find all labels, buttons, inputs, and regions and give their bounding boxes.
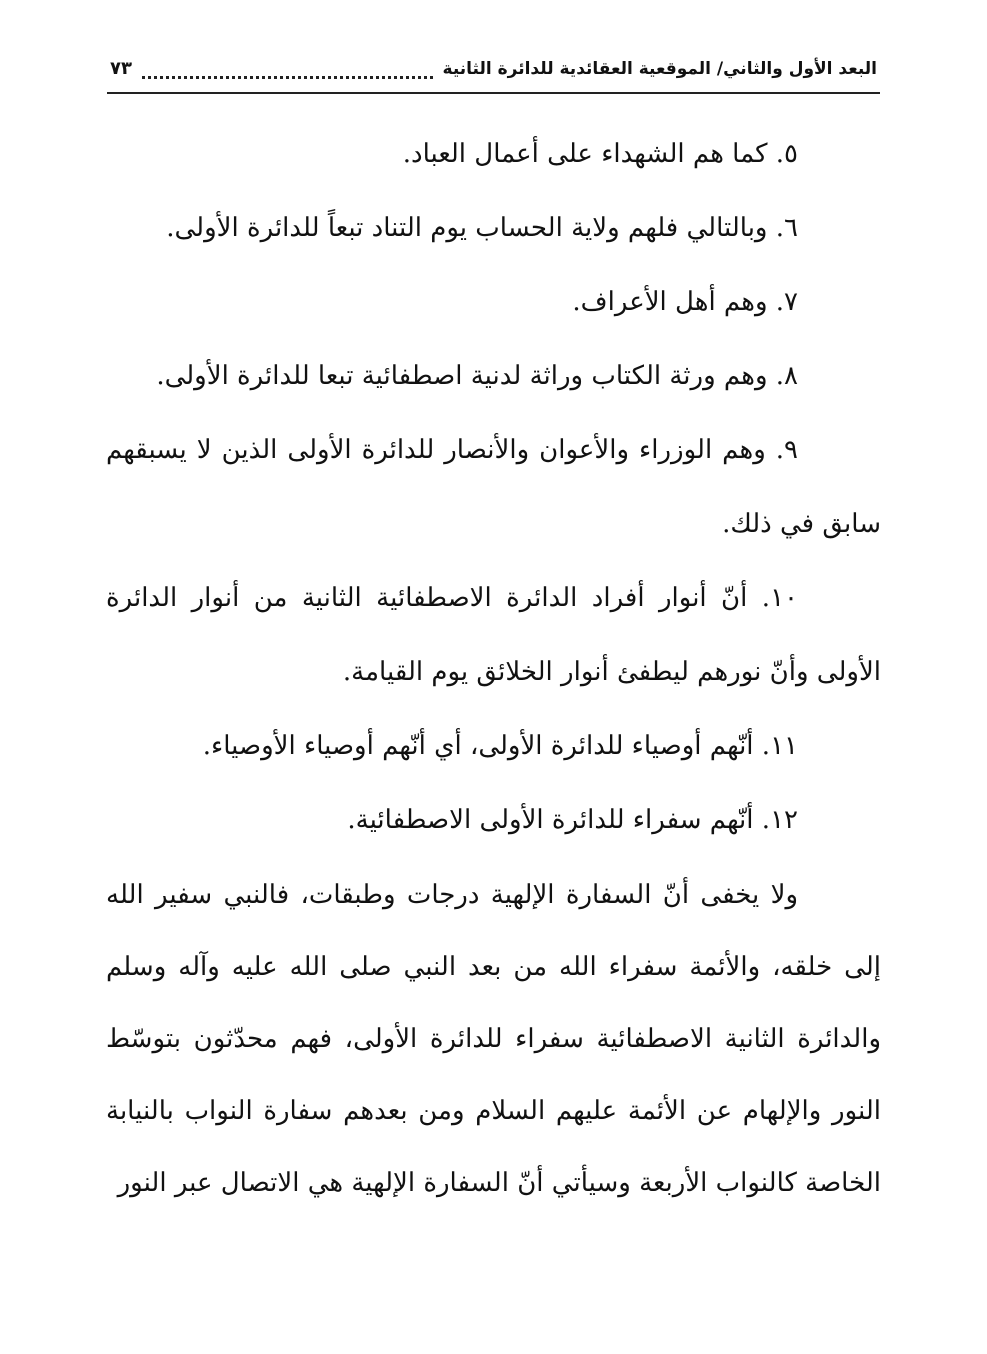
list-item: ١٠. أنّ أنوار أفراد الدائرة الاصطفائية الثانية من أنوار الدائرة الأولى وأنّ نورهم ليطفئ أنوار الخلائق يوم القيامة.: [106, 583, 881, 687]
list-item: ٧. وهم أهل الأعراف.: [572, 287, 798, 317]
list-item: ٨. وهم ورثة الكتاب وراثة لدنية اصطفائية تبعا للدائرة الأولى.: [156, 361, 798, 391]
list-item: ٥. كما هم الشهداء على أعمال العباد.: [402, 139, 798, 169]
body-paragraph: ولا يخفى أنّ السفارة الإلهية درجات وطبقات، فالنبي سفير الله إلى خلقه، والأئمة سفراء الله من بعد النبي صلى الله عليه وآله وسلم والدائرة الثانية الاصطفائية سفراء للدائرة الأولى، فهم محدّثون بتوسّط النور والإلهام عن الأئمة عليهم السلام ومن بعدهم سفارة النواب بالنيابة الخاصة كالنواب الأربعة وسيأتي أنّ السفارة الإلهية هي الاتصال عبر النور: [106, 880, 881, 1198]
header-title: البعد الأول والثاني/ الموقعية العقائدية للدائرة الثانية: [442, 59, 877, 79]
running-header: [110, 52, 877, 86]
page-number: ٧٣: [110, 58, 132, 79]
header-rule: [107, 92, 880, 94]
list-item: ١١. أنّهم أوصياء للدائرة الأولى، أي أنّهم أوصياء الأوصياء.: [202, 731, 798, 761]
body-text: [106, 117, 881, 1219]
list-item: ٩. وهم الوزراء والأعوان والأنصار للدائرة الأولى الذين لا يسبقهم سابق في ذلك.: [106, 435, 881, 539]
list-item: ١٢. أنّهم سفراء للدائرة الأولى الاصطفائية.: [347, 805, 798, 835]
dot-leader: [142, 74, 433, 79]
list-item: ٦. وبالتالي فلهم ولاية الحساب يوم التناد تبعاً للدائرة الأولى.: [166, 213, 798, 243]
